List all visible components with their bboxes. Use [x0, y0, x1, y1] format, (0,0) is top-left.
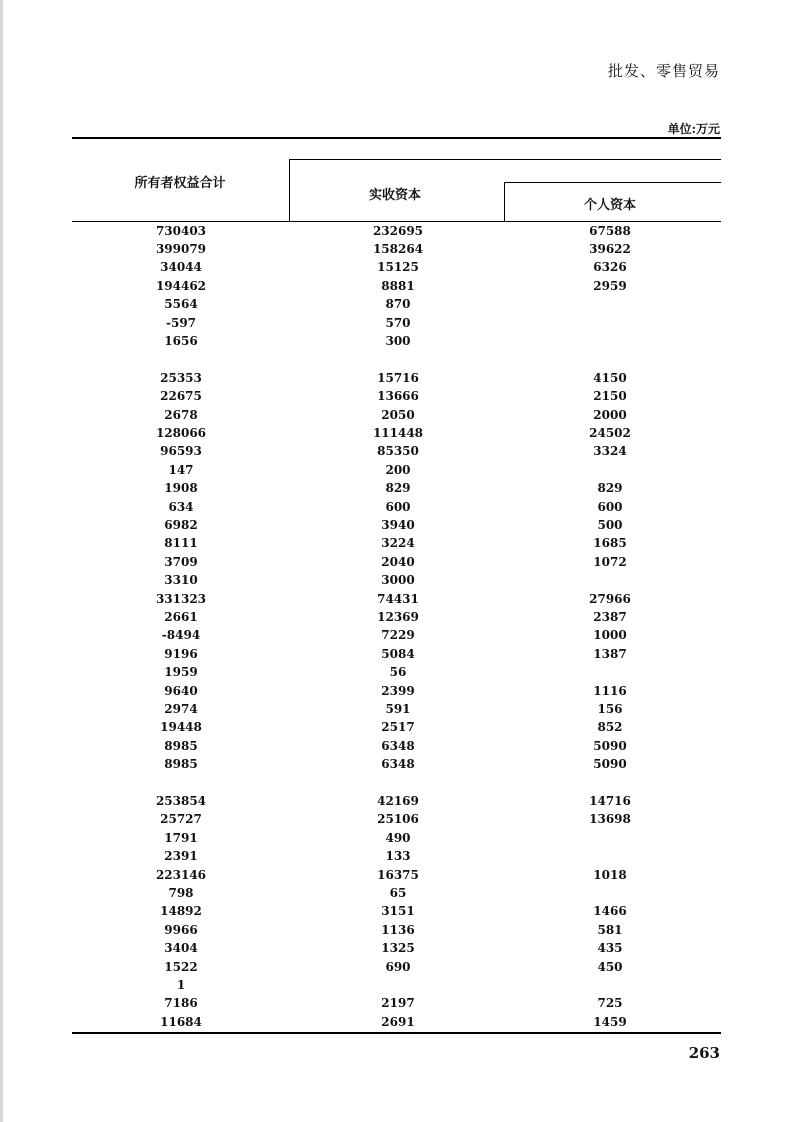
table-row: [0, 406, 793, 424]
cell-owners-equity: 1908: [164, 481, 198, 496]
cell-personal-capital: 829: [597, 481, 623, 496]
cell-personal-capital: 4150: [593, 370, 627, 385]
cell-personal-capital: 581: [597, 922, 623, 937]
cell-personal-capital: 3324: [593, 444, 627, 459]
cell-owners-equity: 19448: [160, 720, 202, 735]
table-row: [0, 498, 793, 516]
cell-paid-in-capital: 2691: [381, 1014, 415, 1029]
cell-paid-in-capital: 5084: [381, 646, 415, 661]
cell-paid-in-capital: 232695: [372, 223, 424, 238]
cell-paid-in-capital: 15716: [377, 370, 419, 385]
cell-personal-capital: 156: [597, 701, 623, 716]
cell-owners-equity: 7186: [164, 996, 198, 1011]
cell-paid-in-capital: 2517: [381, 720, 415, 735]
cell-owners-equity: 8985: [164, 757, 198, 772]
cell-owners-equity: 22675: [160, 389, 202, 404]
cell-owners-equity: 25727: [160, 812, 202, 827]
cell-paid-in-capital: 158264: [372, 241, 424, 256]
cell-paid-in-capital: 1325: [381, 941, 415, 956]
cell-personal-capital: 24502: [589, 425, 631, 440]
table-row: [0, 902, 793, 920]
cell-personal-capital: 5090: [593, 757, 627, 772]
cell-personal-capital: 852: [597, 720, 623, 735]
cell-paid-in-capital: 12369: [377, 609, 419, 624]
cell-paid-in-capital: 3151: [381, 904, 415, 919]
cell-personal-capital: 14716: [589, 793, 631, 808]
table-row: [0, 277, 793, 295]
header-divider-1: [289, 159, 290, 221]
cell-personal-capital: 1018: [593, 867, 627, 882]
column-header-personal-capital: 个人资本: [583, 198, 636, 213]
table-row: [0, 479, 793, 497]
cell-owners-equity: 730403: [155, 223, 207, 238]
table-bottom-rule: [72, 1032, 721, 1034]
cell-owners-equity: 194462: [155, 278, 207, 293]
cell-owners-equity: 11684: [160, 1014, 202, 1029]
table-row: [0, 332, 793, 350]
cell-personal-capital: 13698: [589, 812, 631, 827]
cell-personal-capital: 600: [597, 499, 623, 514]
cell-paid-in-capital: 13666: [377, 389, 419, 404]
cell-personal-capital: 2000: [593, 407, 627, 422]
cell-paid-in-capital: 2197: [381, 996, 415, 1011]
table-top-rule: [72, 137, 721, 139]
cell-paid-in-capital: 490: [385, 830, 411, 845]
table-row: [0, 682, 793, 700]
table-row: [0, 369, 793, 387]
table-row: [0, 626, 793, 644]
cell-owners-equity: 96593: [160, 444, 202, 459]
cell-personal-capital: 5090: [593, 738, 627, 753]
cell-paid-in-capital: 8881: [381, 278, 415, 293]
cell-personal-capital: 1459: [593, 1014, 627, 1029]
cell-paid-in-capital: 111448: [372, 425, 424, 440]
table-row: [0, 792, 793, 810]
table-row: [0, 958, 793, 976]
table-row: [0, 884, 793, 902]
table-row: [0, 1013, 793, 1031]
cell-owners-equity: 6982: [164, 517, 198, 532]
cell-paid-in-capital: 74431: [377, 591, 419, 606]
section-title: 批发、零售贸易: [607, 62, 720, 80]
table-row: [0, 645, 793, 663]
table-row: [0, 755, 793, 773]
table-row: [0, 774, 793, 792]
cell-personal-capital: 2959: [593, 278, 627, 293]
table-row: [0, 350, 793, 368]
table-row: [0, 737, 793, 755]
cell-paid-in-capital: 3940: [381, 517, 415, 532]
cell-personal-capital: 435: [597, 941, 623, 956]
cell-owners-equity: 1959: [164, 665, 198, 680]
table-row: [0, 663, 793, 681]
cell-paid-in-capital: 690: [385, 959, 411, 974]
cell-personal-capital: 2150: [593, 389, 627, 404]
cell-personal-capital: 725: [597, 996, 623, 1011]
cell-personal-capital: 1387: [593, 646, 627, 661]
cell-owners-equity: 8985: [164, 738, 198, 753]
table-row: [0, 700, 793, 718]
table-row: [0, 921, 793, 939]
cell-owners-equity: 2678: [164, 407, 198, 422]
cell-paid-in-capital: 56: [389, 665, 407, 680]
cell-paid-in-capital: 85350: [377, 444, 419, 459]
cell-personal-capital: 67588: [589, 223, 631, 238]
cell-owners-equity: 399079: [155, 241, 207, 256]
cell-personal-capital: 450: [597, 959, 623, 974]
table-row: [0, 939, 793, 957]
cell-owners-equity: 1656: [164, 333, 198, 348]
cell-personal-capital: 2387: [593, 609, 627, 624]
cell-owners-equity: 1522: [164, 959, 198, 974]
table-row: [0, 424, 793, 442]
cell-owners-equity: -8494: [161, 628, 201, 643]
cell-personal-capital: 6326: [593, 260, 627, 275]
cell-paid-in-capital: 570: [385, 315, 411, 330]
cell-owners-equity: 331323: [155, 591, 207, 606]
cell-owners-equity: 8111: [164, 536, 198, 551]
cell-paid-in-capital: 870: [385, 297, 411, 312]
cell-paid-in-capital: 3224: [381, 536, 415, 551]
cell-owners-equity: 9196: [164, 646, 198, 661]
cell-owners-equity: 3404: [164, 941, 198, 956]
cell-owners-equity: 9966: [164, 922, 198, 937]
cell-paid-in-capital: 591: [385, 701, 411, 716]
cell-paid-in-capital: 133: [385, 849, 411, 864]
cell-paid-in-capital: 16375: [377, 867, 419, 882]
cell-owners-equity: 2974: [164, 701, 198, 716]
table-row: [0, 240, 793, 258]
cell-paid-in-capital: 2399: [381, 683, 415, 698]
cell-paid-in-capital: 2050: [381, 407, 415, 422]
cell-owners-equity: 9640: [164, 683, 198, 698]
table-row: [0, 461, 793, 479]
cell-owners-equity: 3709: [164, 554, 198, 569]
cell-owners-equity: 1: [176, 977, 186, 992]
cell-paid-in-capital: 2040: [381, 554, 415, 569]
cell-owners-equity: 25353: [160, 370, 202, 385]
header-divider-2: [504, 182, 505, 221]
cell-paid-in-capital: 3000: [381, 573, 415, 588]
cell-personal-capital: 27966: [589, 591, 631, 606]
table-row: [0, 314, 793, 332]
page-number: 263: [688, 1044, 720, 1062]
cell-paid-in-capital: 42169: [377, 793, 419, 808]
table-row: [0, 516, 793, 534]
cell-paid-in-capital: 300: [385, 333, 411, 348]
table-row: [0, 222, 793, 240]
cell-owners-equity: -597: [165, 315, 197, 330]
cell-owners-equity: 5564: [164, 297, 198, 312]
cell-owners-equity: 1791: [164, 830, 198, 845]
cell-owners-equity: 3310: [164, 573, 198, 588]
cell-personal-capital: 39622: [589, 241, 631, 256]
cell-paid-in-capital: 1136: [381, 922, 415, 937]
table-row: [0, 534, 793, 552]
table-row: [0, 590, 793, 608]
header-subgroup-rule: [504, 182, 721, 183]
cell-owners-equity: 634: [168, 499, 194, 514]
table-row: [0, 829, 793, 847]
table-row: [0, 295, 793, 313]
cell-owners-equity: 223146: [155, 867, 207, 882]
cell-personal-capital: 1072: [593, 554, 627, 569]
cell-owners-equity: 253854: [155, 793, 207, 808]
table-row: [0, 847, 793, 865]
cell-owners-equity: 128066: [155, 425, 207, 440]
table-row: [0, 258, 793, 276]
cell-owners-equity: 14892: [160, 904, 202, 919]
cell-personal-capital: 1466: [593, 904, 627, 919]
column-header-owners-equity: 所有者权益合计: [134, 176, 226, 191]
table-row: [0, 994, 793, 1012]
cell-paid-in-capital: 200: [385, 462, 411, 477]
cell-personal-capital: 500: [597, 517, 623, 532]
header-group-rule: [289, 159, 721, 160]
cell-paid-in-capital: 600: [385, 499, 411, 514]
cell-personal-capital: 1685: [593, 536, 627, 551]
table-row: [0, 387, 793, 405]
cell-owners-equity: 2661: [164, 609, 198, 624]
cell-paid-in-capital: 25106: [377, 812, 419, 827]
cell-owners-equity: 147: [168, 462, 194, 477]
cell-owners-equity: 34044: [160, 260, 202, 275]
cell-paid-in-capital: 15125: [377, 260, 419, 275]
table-row: [0, 810, 793, 828]
table-row: [0, 442, 793, 460]
table-row: [0, 866, 793, 884]
column-header-paid-in-capital: 实收资本: [368, 188, 421, 203]
cell-paid-in-capital: 65: [389, 885, 407, 900]
table-row: [0, 553, 793, 571]
cell-owners-equity: 798: [168, 885, 194, 900]
table-row: [0, 608, 793, 626]
cell-paid-in-capital: 829: [385, 481, 411, 496]
table-row: [0, 571, 793, 589]
cell-paid-in-capital: 6348: [381, 757, 415, 772]
cell-personal-capital: 1116: [593, 683, 627, 698]
cell-paid-in-capital: 7229: [381, 628, 415, 643]
cell-paid-in-capital: 6348: [381, 738, 415, 753]
table-row: [0, 718, 793, 736]
cell-personal-capital: 1000: [593, 628, 627, 643]
unit-label: 单位:万元: [667, 122, 720, 136]
cell-owners-equity: 2391: [164, 849, 198, 864]
table-row: [0, 976, 793, 994]
